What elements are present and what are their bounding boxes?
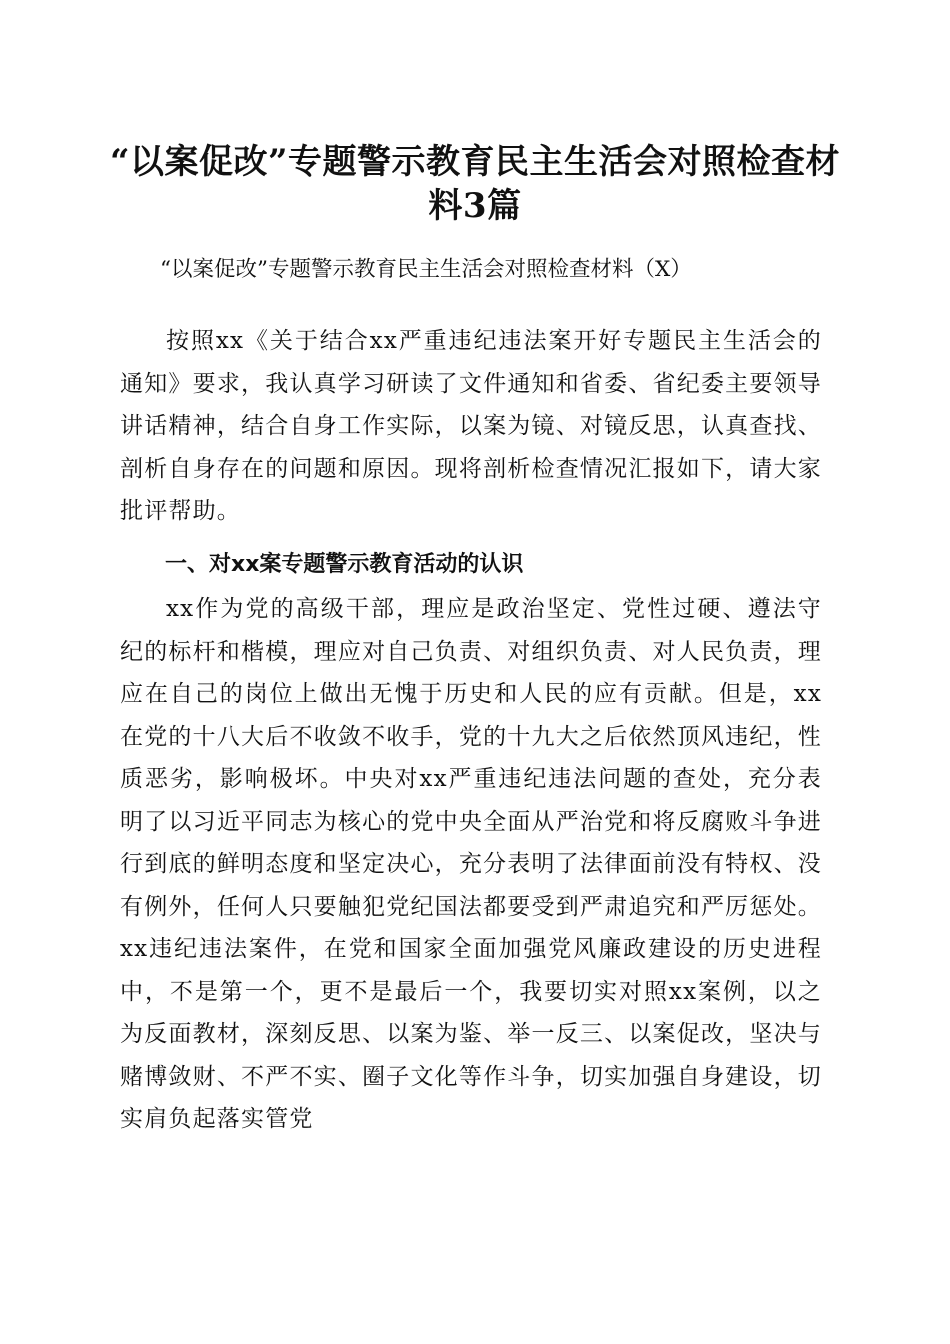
intro-paragraph: 按照xx《关于结合xx严重违纪违法案开好专题民主生活会的通知》要求，我认真学习研读了文件通知和省委、省纪委主要领导讲话精神，结合自身工作实际，以案为镜、对镜反思，认真查找、剖析自身存在的问题和原因。现将剖析检查情况汇报如下，请大家批评帮助。 [120,328,822,524]
section-paragraph: xx作为党的高级干部，理应是政治坚定、党性过硬、遵法守纪的标杆和楷模，理应对自己负责、对组织负责、对人民负责，理应在自己的岗位上做出无愧于历史和人民的应有贡献。但是，xx在党的十八大后不收敛不收手，党的十九大之后依然顶风违纪，性质恶劣，影响极坏。中央对xx严重违纪违法问题的查处，充分表明了以习近平同志为核心的党中央全面从严治党和将反腐败斗争进行到底的鲜明态度和坚定决心，充分表明了法律面前没有特权、没有例外，任何人只要触犯党纪国法都要受到严肃追究和严厉惩处。xx违纪违法案件，在党和国家全面加强党风廉政建设的历史进程中，不是第一个，更不是最后一个，我要切实对照xx案例，以之为反面教材，深刻反思、以案为鉴、举一反三、以案促改，坚决与赌博敛财、不严不实、圈子文化等作斗争，切实加强自身建设，切实肩负起落实管党 [120,596,822,1132]
document-subtitle: “以案促改”专题警示教育民主生活会对照检查材料（X） [160,257,692,282]
document-title: “以案促改”专题警示教育民主生活会对照检查材料3篇 [109,142,841,226]
section-heading: 一、对xx案专题警示教育活动的认识 [165,552,524,577]
